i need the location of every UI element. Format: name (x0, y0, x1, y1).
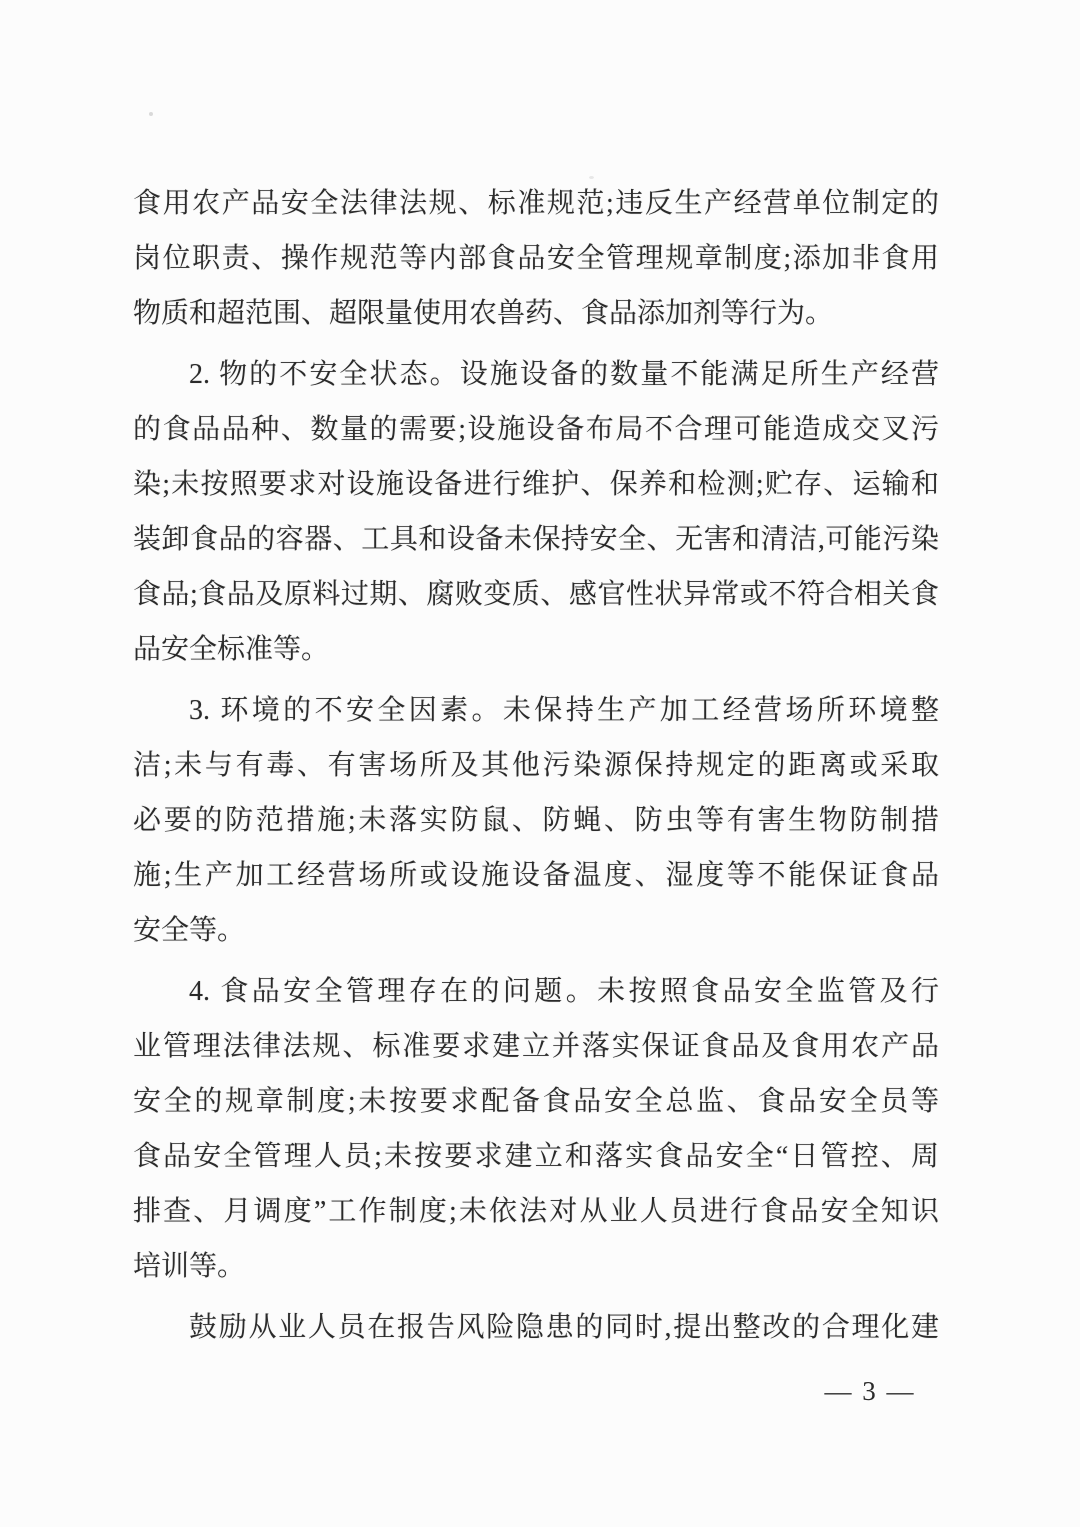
text-line: 4. 食品安全管理存在的问题。未按照食品安全监管及行 (189, 976, 939, 1007)
text-line: 的食品品种、数量的需要;设施设备布局不合理可能造成交叉污 (133, 414, 939, 445)
text-line: 物质和超范围、超限量使用农兽药、食品添加剂等行为。 (133, 298, 834, 329)
text-line: 培训等。 (133, 1251, 246, 1282)
text-line: 染;未按照要求对设施设备进行维护、保养和检测;贮存、运输和 (133, 469, 939, 500)
text-line: 3. 环境的不安全因素。未保持生产加工经营场所环境整 (189, 695, 939, 726)
text-line: 食品;食品及原料过期、腐败变质、感官性状异常或不符合相关食 (133, 579, 939, 610)
text-line: 排查、月调度”工作制度;未依法对从业人员进行食品安全知识 (133, 1196, 939, 1227)
paragraph (133, 347, 939, 677)
text-line: 食用农产品安全法律法规、标准规范;违反生产经营单位制定的 (133, 188, 939, 219)
text-line: 装卸食品的容器、工具和设备未保持安全、无害和清洁,可能污染 (133, 524, 939, 555)
text-line: 洁;未与有毒、有害场所及其他污染源保持规定的距离或采取 (133, 750, 939, 781)
text-line: 安全的规章制度;未按要求配备食品安全总监、食品安全员等 (133, 1086, 939, 1117)
text-line: 2. 物的不安全状态。设施设备的数量不能满足所生产经营 (189, 359, 939, 390)
text-line: 施;生产加工经营场所或设施设备温度、湿度等不能保证食品 (133, 860, 939, 891)
paragraph (133, 683, 939, 958)
page-number: — 3 — (824, 1376, 916, 1406)
text-line: 食品安全管理人员;未按要求建立和落实食品安全“日管控、周 (133, 1141, 939, 1172)
paragraph (133, 1300, 939, 1355)
paragraph (133, 176, 939, 341)
text-line: 岗位职责、操作规范等内部食品安全管理规章制度;添加非食用 (133, 243, 939, 274)
text-line: 业管理法律法规、标准要求建立并落实保证食品及食用农产品 (133, 1031, 939, 1062)
paragraph (133, 964, 939, 1294)
text-line: 安全等。 (133, 915, 246, 946)
text-line: 鼓励从业人员在报告风险隐患的同时,提出整改的合理化建 (189, 1312, 939, 1343)
text-line: 品安全标准等。 (133, 634, 330, 665)
text-line: 必要的防范措施;未落实防鼠、防蝇、防虫等有害生物防制措 (133, 805, 939, 836)
document-body (133, 176, 939, 1355)
